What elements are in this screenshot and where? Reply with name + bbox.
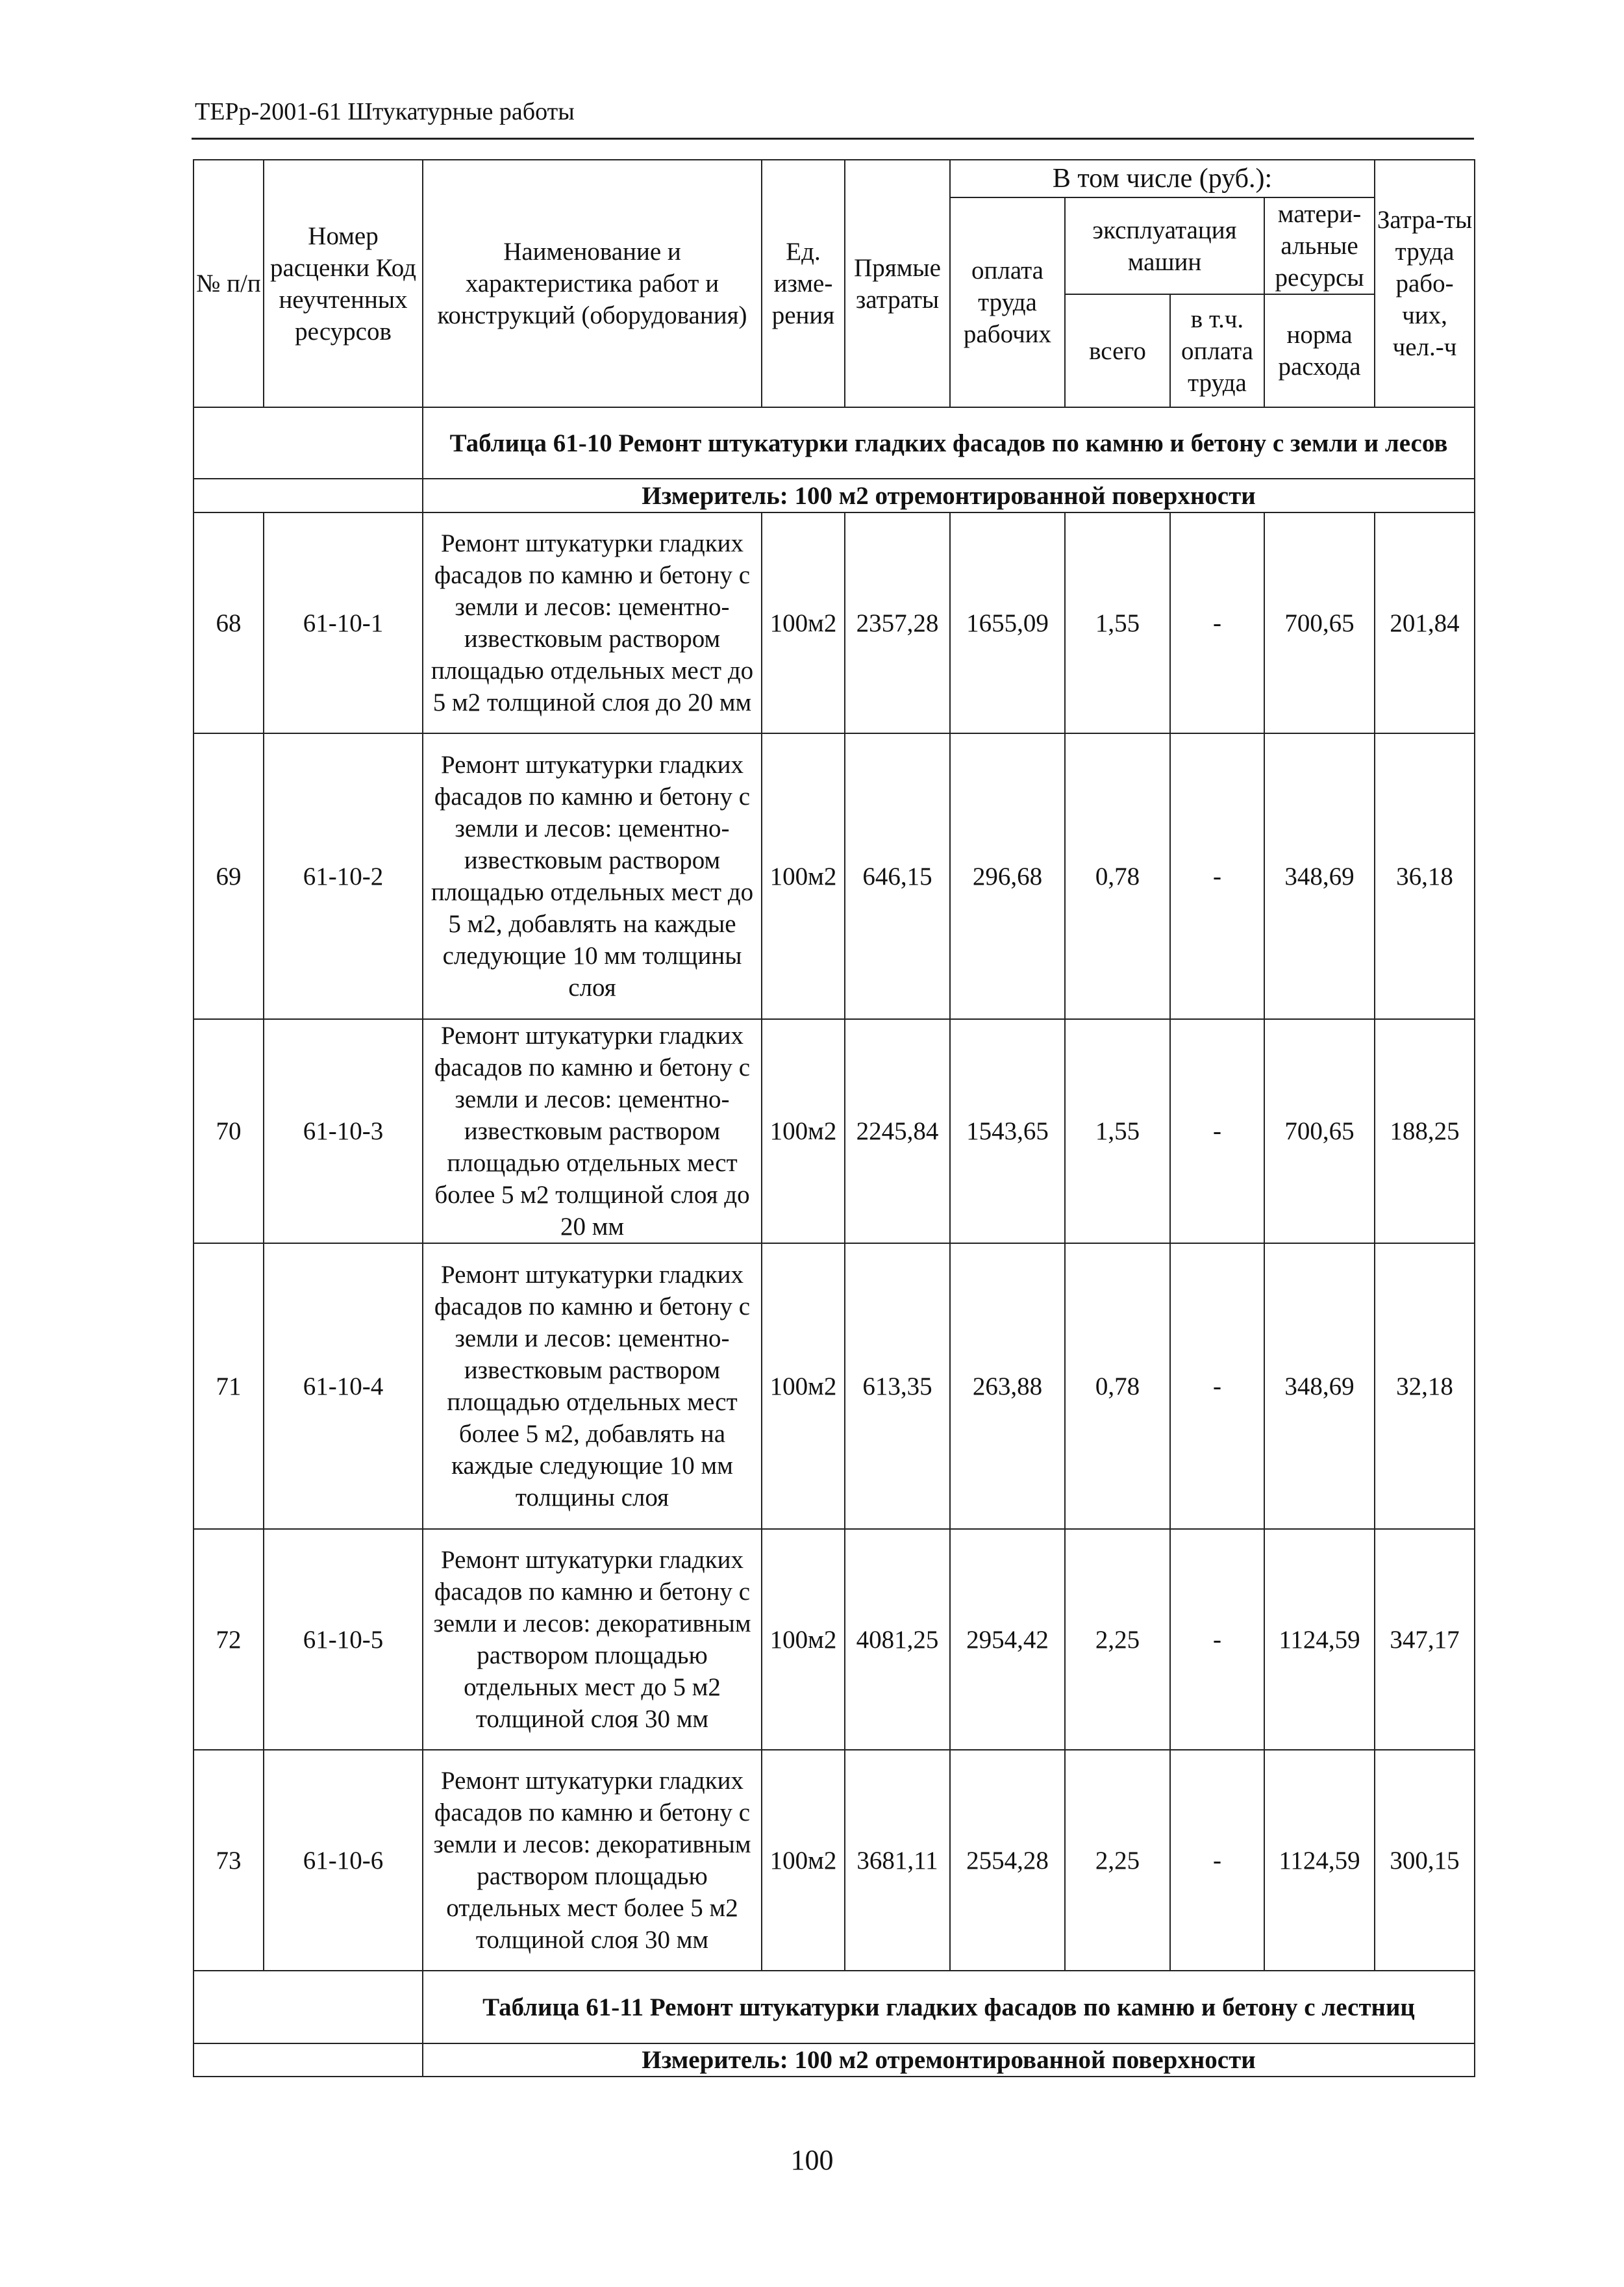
row-labor-cost: 188,25 [1375,1019,1475,1243]
row-unit: 100м2 [762,1243,845,1529]
row-machines-total: 1,55 [1065,1019,1170,1243]
section-title: Таблица 61-10 Ремонт штукатурки гладких фасадов по камню и бетону с земли и лесов [423,407,1475,479]
row-description: Ремонт штукатурки гладких фасадов по камню и бетону с земли и лесов: цементно-известковым раствором площадью отдельных мест до 5 м2 толщиной слоя до 20 мм [423,512,762,733]
table-row [194,1019,1475,1243]
row-labor-cost: 347,17 [1375,1529,1475,1750]
row-code: 61-10-3 [264,1019,423,1243]
row-machines-total: 0,78 [1065,1243,1170,1529]
table-row [194,1750,1475,1971]
header-rule [192,138,1474,140]
row-direct: 2245,84 [845,1019,950,1243]
th-name: Наименование и характеристика работ и конструкций (оборудования) [423,160,762,407]
row-code: 61-10-4 [264,1243,423,1529]
row-machines-total: 2,25 [1065,1750,1170,1971]
row-machines-labor: - [1170,1750,1264,1971]
th-machines: эксплуатация машин [1065,197,1264,294]
row-labor: 1543,65 [950,1019,1065,1243]
th-including: В том числе (руб.): [950,160,1375,197]
row-direct: 613,35 [845,1243,950,1529]
section-title: Таблица 61-11 Ремонт штукатурки гладких фасадов по камню и бетону с лестниц [423,1971,1475,2043]
row-unit: 100м2 [762,1750,845,1971]
row-materials: 348,69 [1264,1243,1375,1529]
row-num: 73 [194,1750,264,1971]
row-code: 61-10-5 [264,1529,423,1750]
row-labor-cost: 36,18 [1375,733,1475,1019]
row-labor-cost: 32,18 [1375,1243,1475,1529]
row-labor-cost: 201,84 [1375,512,1475,733]
row-description: Ремонт штукатурки гладких фасадов по камню и бетону с земли и лесов: цементно-известковым раствором площадью отдельных мест до 5 м2, добавлять на каждые следующие 10 мм толщины слоя [423,733,762,1019]
th-materials-norm: норма расхода [1264,294,1375,407]
row-materials: 1124,59 [1264,1750,1375,1971]
th-code: Номер расценки Код неучтенных ресурсов [264,160,423,407]
row-num: 72 [194,1529,264,1750]
row-materials: 1124,59 [1264,1529,1375,1750]
row-materials: 348,69 [1264,733,1375,1019]
row-machines-labor: - [1170,1243,1264,1529]
row-machines-labor: - [1170,733,1264,1019]
th-labor-cost: Затра-ты труда рабо-чих, чел.-ч [1375,160,1475,407]
row-unit: 100м2 [762,1529,845,1750]
section-meter: Измеритель: 100 м2 отремонтированной поверхности [423,2043,1475,2077]
row-num: 71 [194,1243,264,1529]
section-meter: Измеритель: 100 м2 отремонтированной поверхности [423,479,1475,512]
row-description: Ремонт штукатурки гладких фасадов по камню и бетону с земли и лесов: декоративным раствором площадью отдельных мест до 5 м2 толщиной слоя 30 мм [423,1529,762,1750]
row-unit: 100м2 [762,733,845,1019]
table-row [194,512,1475,733]
row-materials: 700,65 [1264,512,1375,733]
row-num: 69 [194,733,264,1019]
row-code: 61-10-2 [264,733,423,1019]
row-num: 70 [194,1019,264,1243]
row-description: Ремонт штукатурки гладких фасадов по камню и бетону с земли и лесов: декоративным раствором площадью отдельных мест более 5 м2 толщиной слоя 30 мм [423,1750,762,1971]
th-unit: Ед. изме-рения [762,160,845,407]
row-machines-total: 1,55 [1065,512,1170,733]
row-machines-labor: - [1170,512,1264,733]
row-direct: 2357,28 [845,512,950,733]
th-machines-total: всего [1065,294,1170,407]
th-num: № п/п [194,160,264,407]
table-row [194,1243,1475,1529]
row-labor: 296,68 [950,733,1065,1019]
th-machines-labor: в т.ч. оплата труда [1170,294,1264,407]
price-table [193,159,1475,2077]
row-description: Ремонт штукатурки гладких фасадов по камню и бетону с земли и лесов: цементно-известковым раствором площадью отдельных мест более 5 м2, добавлять на каждые следующие 10 мм толщины слоя [423,1243,762,1529]
row-direct: 3681,11 [845,1750,950,1971]
row-description: Ремонт штукатурки гладких фасадов по камню и бетону с земли и лесов: цементно-известковым раствором площадью отдельных мест более 5 м2 толщиной слоя до 20 мм [423,1019,762,1243]
th-direct: Прямые затраты [845,160,950,407]
page-number: 100 [790,2144,834,2176]
row-materials: 700,65 [1264,1019,1375,1243]
th-materials: матери-альные ресурсы [1264,197,1375,294]
row-direct: 646,15 [845,733,950,1019]
row-unit: 100м2 [762,512,845,733]
page-header: ТЕРр-2001-61 Штукатурные работы [195,98,575,125]
table-row [194,733,1475,1019]
row-labor: 1655,09 [950,512,1065,733]
row-labor-cost: 300,15 [1375,1750,1475,1971]
row-direct: 4081,25 [845,1529,950,1750]
row-unit: 100м2 [762,1019,845,1243]
th-labor: оплата труда рабочих [950,197,1065,407]
row-machines-total: 0,78 [1065,733,1170,1019]
row-machines-labor: - [1170,1019,1264,1243]
row-code: 61-10-1 [264,512,423,733]
row-code: 61-10-6 [264,1750,423,1971]
table-row [194,1529,1475,1750]
row-machines-labor: - [1170,1529,1264,1750]
row-labor: 2554,28 [950,1750,1065,1971]
row-machines-total: 2,25 [1065,1529,1170,1750]
row-labor: 2954,42 [950,1529,1065,1750]
row-labor: 263,88 [950,1243,1065,1529]
row-num: 68 [194,512,264,733]
